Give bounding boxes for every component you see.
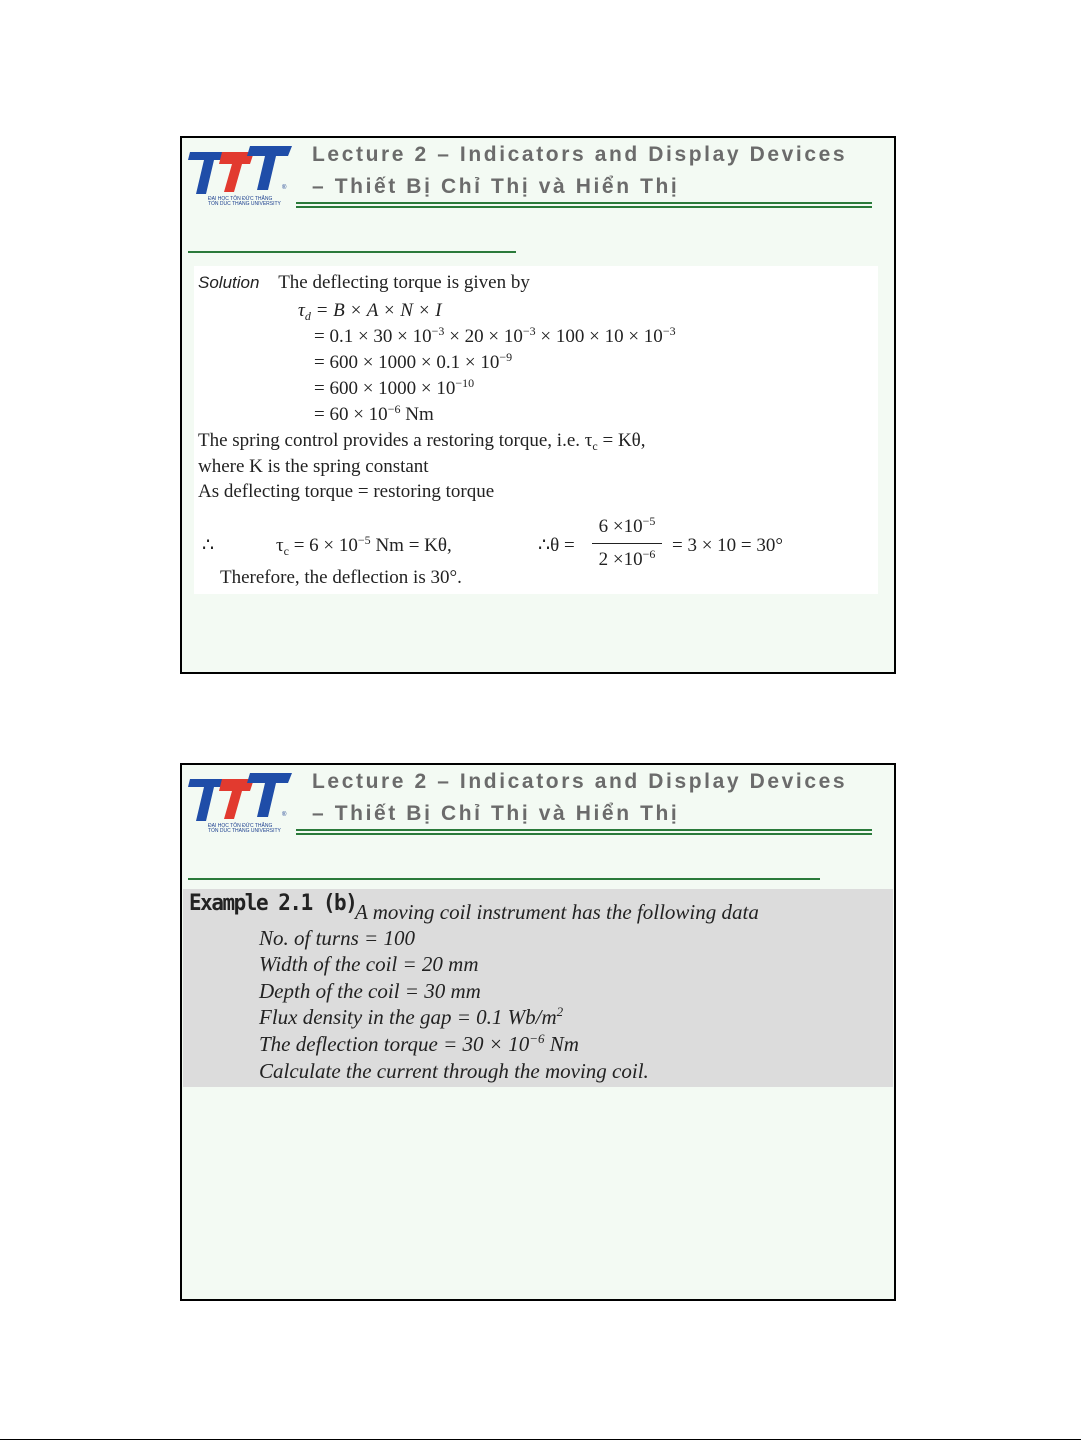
header-rule: [296, 202, 872, 204]
calc-instruction: Calculate the current through the moving coil.: [259, 1059, 649, 1083]
data-turns: No. of turns = 100: [259, 926, 415, 950]
svg-text:®: ®: [282, 812, 287, 818]
equation-line-5: [314, 402, 434, 428]
equation-rhs: = B × A × N × I: [315, 300, 442, 321]
header-rule: [296, 206, 872, 208]
equation-line-2: [314, 324, 676, 350]
example-intro: A moving coil instrument has the following data: [355, 900, 759, 924]
theta-fraction: [592, 514, 662, 573]
eq-part: × 20 × 10: [444, 326, 523, 347]
theta-rhs: = 3 × 10 = 30°: [672, 535, 783, 556]
eq-exponent: −6: [387, 402, 401, 416]
eq-exponent: −3: [522, 324, 536, 338]
eq-exponent: −6: [529, 1031, 545, 1046]
section-rule: [188, 251, 516, 253]
text-part: 2 ×10: [598, 549, 643, 570]
logo-university-vn: ĐẠI HỌC TÔN ĐỨC THẮNG: [208, 196, 273, 202]
example-title: Example 2.1 (b): [189, 891, 357, 916]
logo-university-vn: ĐẠI HỌC TÔN ĐỨC THẮNG: [208, 823, 273, 829]
eq-exponent: −3: [431, 324, 445, 338]
svg-text:®: ®: [282, 185, 287, 191]
text-part: τ: [276, 535, 284, 556]
tau-symbol: τ: [298, 300, 305, 321]
tau-c-equation: [276, 533, 452, 559]
eq-exponent: −5: [642, 514, 656, 528]
eq-part: = 600 × 1000 × 10: [314, 378, 456, 399]
equation-line-3: [314, 350, 512, 376]
fraction-denominator: [592, 547, 662, 573]
eq-exponent: −5: [357, 533, 371, 547]
slide-solution: [180, 136, 896, 674]
header-subtitle: – Thiết Bị Chỉ Thị và Hiển Thị: [312, 802, 680, 825]
slide-example: [180, 763, 896, 1301]
data-width: Width of the coil = 20 mm: [259, 952, 479, 976]
text-part: 6 ×10: [598, 516, 643, 537]
tdt-logo-mark: [184, 142, 296, 196]
university-logo: [184, 769, 296, 839]
solution-label: Solution: [198, 273, 260, 292]
text-part: = Kθ,: [597, 430, 646, 451]
where-line: where K is the spring constant: [198, 456, 429, 477]
eq-exponent: −10: [455, 376, 475, 390]
eq-exponent: −6: [642, 547, 656, 561]
eq-exponent: 2: [556, 1004, 564, 1019]
tdt-logo-mark: [184, 769, 296, 823]
theta-lhs: ∴θ =: [538, 535, 575, 556]
header-rule: [296, 829, 872, 831]
tau-subscript: c: [592, 439, 598, 453]
eq-unit: Nm: [544, 1032, 579, 1056]
header-title: Lecture 2 – Indicators and Display Devices: [312, 770, 848, 793]
equation-line-4: [314, 376, 474, 402]
as-deflecting-line: As deflecting torque = restoring torque: [198, 481, 495, 502]
header-subtitle: – Thiết Bị Chỉ Thị và Hiển Thị: [312, 175, 680, 198]
eq-exponent: −3: [662, 324, 676, 338]
eq-part: = 600 × 1000 × 0.1 × 10: [314, 352, 500, 373]
therefore-symbol: ∴: [202, 535, 215, 556]
page-bottom-rule: [0, 1439, 1081, 1440]
text-part: = 6 × 10: [288, 535, 358, 556]
university-logo: [184, 142, 296, 212]
tau-subscript: d: [304, 309, 311, 323]
eq-part: = 60 × 10: [314, 404, 388, 425]
solution-intro-line: [198, 270, 530, 296]
text-part: The spring control provides a restoring torque, i.e. τ: [198, 430, 593, 451]
data-torque: [259, 1031, 579, 1058]
data-depth: Depth of the coil = 30 mm: [259, 979, 481, 1003]
solution-content: [194, 266, 878, 594]
section-rule: [188, 878, 820, 880]
eq-exponent: −9: [499, 350, 513, 364]
logo-university-en: TON DUC THANG UNIVERSITY: [208, 828, 281, 834]
fraction-bar: [592, 543, 662, 544]
equation-line-1: [298, 298, 442, 324]
fraction-numerator: [592, 514, 662, 540]
logo-university-en: TON DUC THANG UNIVERSITY: [208, 201, 281, 207]
eq-unit: Nm: [400, 404, 434, 425]
text-part: Flux density in the gap = 0.1 Wb/m: [259, 1005, 557, 1029]
conclusion: Therefore, the deflection is 30°.: [220, 567, 462, 588]
spring-control-line: [198, 428, 646, 454]
text-part: The deflection torque = 30 × 10: [259, 1032, 530, 1056]
eq-part: = 0.1 × 30 × 10: [314, 326, 432, 347]
example-content: [183, 889, 893, 1087]
eq-part: × 100 × 10 × 10: [535, 326, 663, 347]
header-title: Lecture 2 – Indicators and Display Devices: [312, 143, 848, 166]
text-part: Nm = Kθ,: [370, 535, 452, 556]
tau-subscript: c: [283, 544, 289, 558]
solution-intro: The deflecting torque is given by: [278, 272, 530, 293]
data-flux: [259, 1004, 563, 1031]
header-rule: [296, 833, 872, 835]
